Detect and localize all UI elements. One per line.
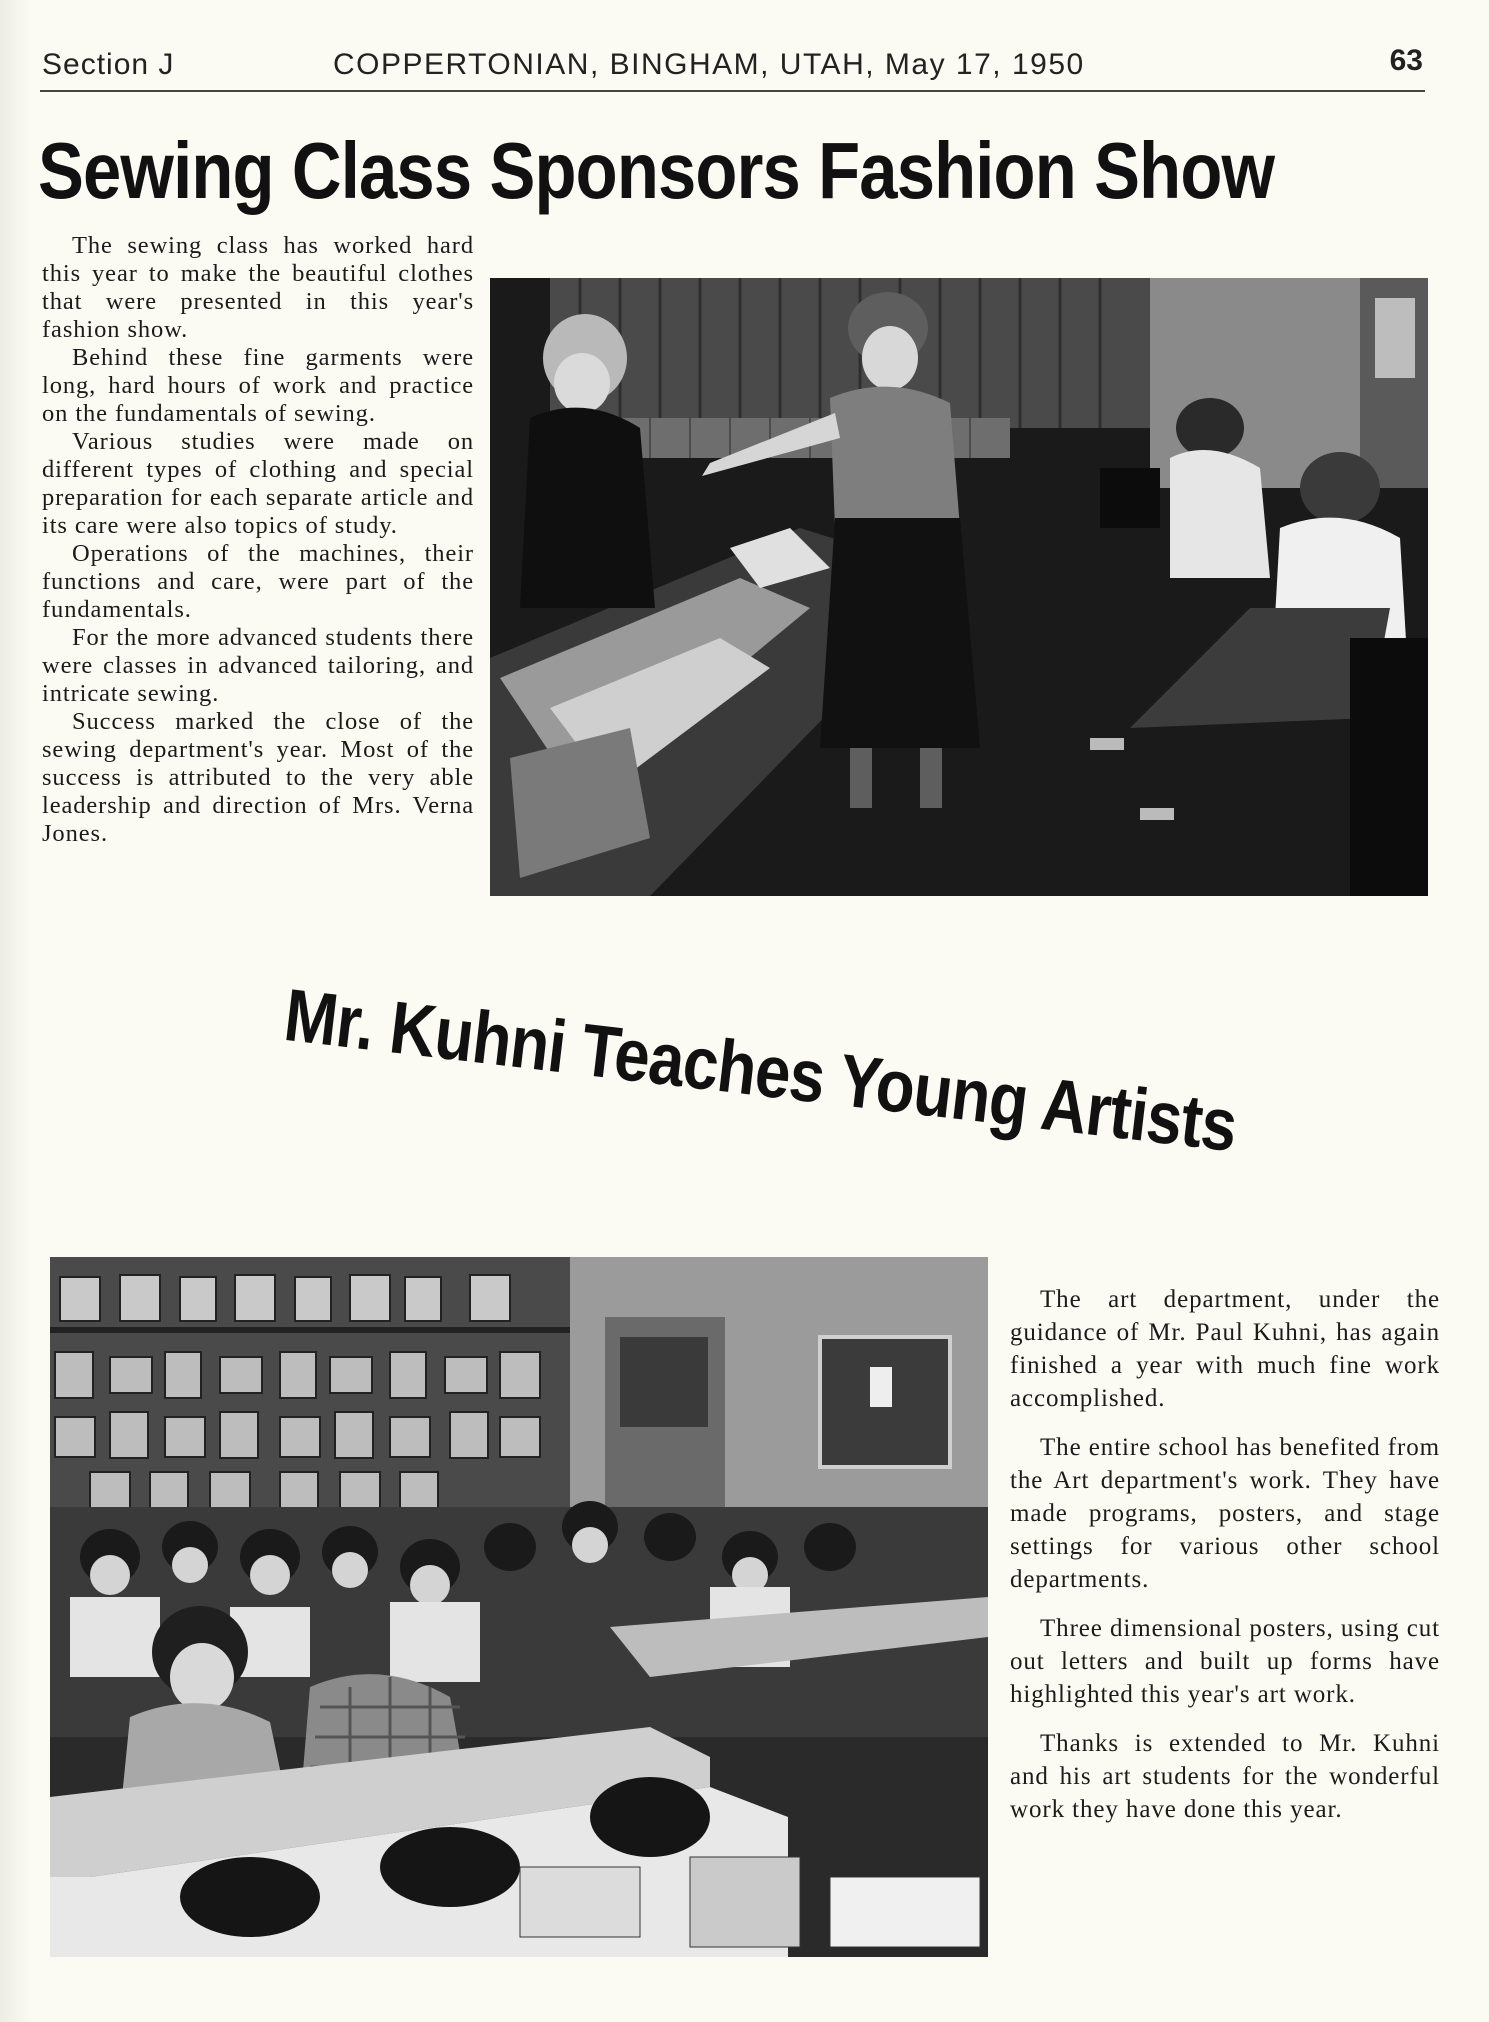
art-class-photo <box>50 1257 988 1957</box>
header-rule <box>40 90 1425 92</box>
paragraph: Success marked the close of the sewing department's year. Most of the success is attributed to the very able leadership and direction of Mrs. Verna Jones. <box>42 708 474 847</box>
paragraph: The sewing class has worked hard this year to make the beautiful clothes that were presented in this year's fashion show. <box>42 232 474 343</box>
sewing-class-photo-illustration <box>490 278 1428 896</box>
paragraph: Behind these fine garments were long, hard hours of work and practice on the fundamentals of sewing. <box>42 344 474 427</box>
art-headline: Mr. Kuhni Teaches Young Artists <box>280 972 1241 1168</box>
sewing-article-text <box>42 232 474 848</box>
art-article-text <box>1010 1283 1440 1842</box>
paragraph: Three dimensional posters, using cut out letters and built up forms have highlighted this year's art work. <box>1010 1615 1440 1708</box>
sewing-class-photo <box>490 278 1428 896</box>
page-header <box>40 40 1425 90</box>
art-class-photo-illustration <box>50 1257 988 1957</box>
paragraph: The art department, under the guidance of Mr. Paul Kuhni, has again finished a year with much fine work accomplished. <box>1010 1286 1440 1412</box>
page-number: 63 <box>1389 44 1423 77</box>
paragraph: Various studies were made on different types of clothing and special preparation for each separate article and its care were also topics of study. <box>42 428 474 539</box>
section-label: Section J <box>42 48 175 81</box>
page-edge-shadow <box>0 0 30 2022</box>
paragraph: For the more advanced students there were classes in advanced tailoring, and intricate sewing. <box>42 624 474 707</box>
paragraph: Operations of the machines, their functions and care, were part of the fundamentals. <box>42 540 474 623</box>
masthead: COPPERTONIAN, BINGHAM, UTAH, May 17, 1950 <box>333 48 1085 81</box>
paragraph: The entire school has benefited from the Art department's work. They have made programs, posters, and stage settings for various other school departments. <box>1010 1434 1440 1593</box>
sewing-headline: Sewing Class Sponsors Fashion Show <box>38 126 1275 215</box>
paragraph: Thanks is extended to Mr. Kuhni and his art students for the wonderful work they have done this year. <box>1010 1730 1440 1823</box>
